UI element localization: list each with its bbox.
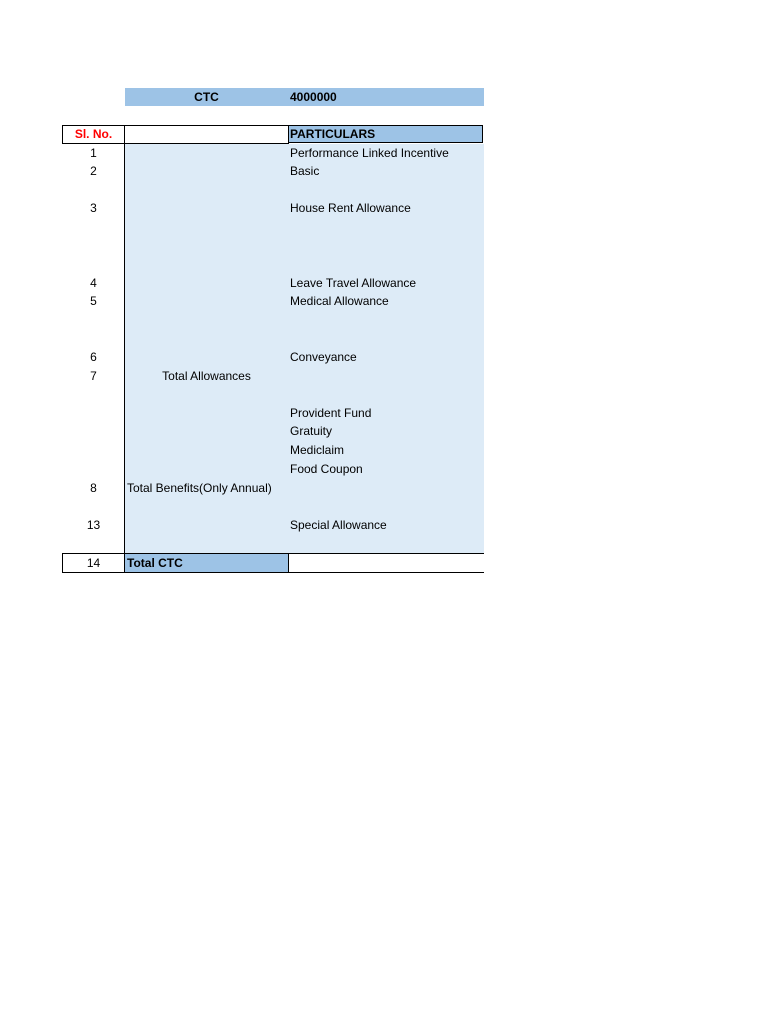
ctc-bar [125,88,484,106]
ctc-value[interactable]: 4000000 [290,90,337,104]
row-provident-fund[interactable]: Provident Fund [290,406,372,420]
header-cell-blank[interactable] [124,125,289,144]
row-6-sl[interactable]: 6 [90,350,97,364]
row-6-particular[interactable]: Conveyance [290,350,357,364]
row-4-particular[interactable]: Leave Travel Allowance [290,276,417,290]
row-mediclaim[interactable]: Mediclaim [290,443,345,457]
row-8-desc[interactable]: Total Benefits(Only Annual) [127,481,272,495]
row-food-coupon[interactable]: Food Coupon [290,462,363,476]
row-5-sl[interactable]: 5 [90,294,97,308]
total-label-cell[interactable] [124,553,289,573]
row-3-sl[interactable]: 3 [90,201,97,215]
ctc-label[interactable]: CTC [194,90,219,104]
row-2-sl[interactable]: 2 [90,164,97,178]
total-sl-cell[interactable] [62,553,125,573]
header-particulars-label: PARTICULARS [290,127,376,141]
row-4-sl[interactable]: 4 [90,276,97,290]
row-gratuity[interactable]: Gratuity [290,424,333,438]
row-7-sl[interactable]: 7 [90,369,97,383]
total-value-cell[interactable] [288,553,484,573]
row-2-particular[interactable]: Basic [290,164,320,178]
row-7-desc[interactable]: Total Allowances [162,369,251,383]
header-sl-no-label: Sl. No. [74,127,113,141]
row-13-particular[interactable]: Special Allowance [290,518,387,532]
row-8-sl[interactable]: 8 [90,481,97,495]
total-sl: 14 [86,556,101,570]
total-label: Total CTC [127,556,183,570]
row-5-particular[interactable]: Medical Allowance [290,294,389,308]
total-row [62,553,484,573]
row-3-particular[interactable]: House Rent Allowance [290,201,411,215]
row-1-sl[interactable]: 1 [90,146,97,160]
row-13-sl[interactable]: 13 [86,518,101,532]
row-1-particular[interactable]: Performance Linked Incentive [290,146,449,160]
